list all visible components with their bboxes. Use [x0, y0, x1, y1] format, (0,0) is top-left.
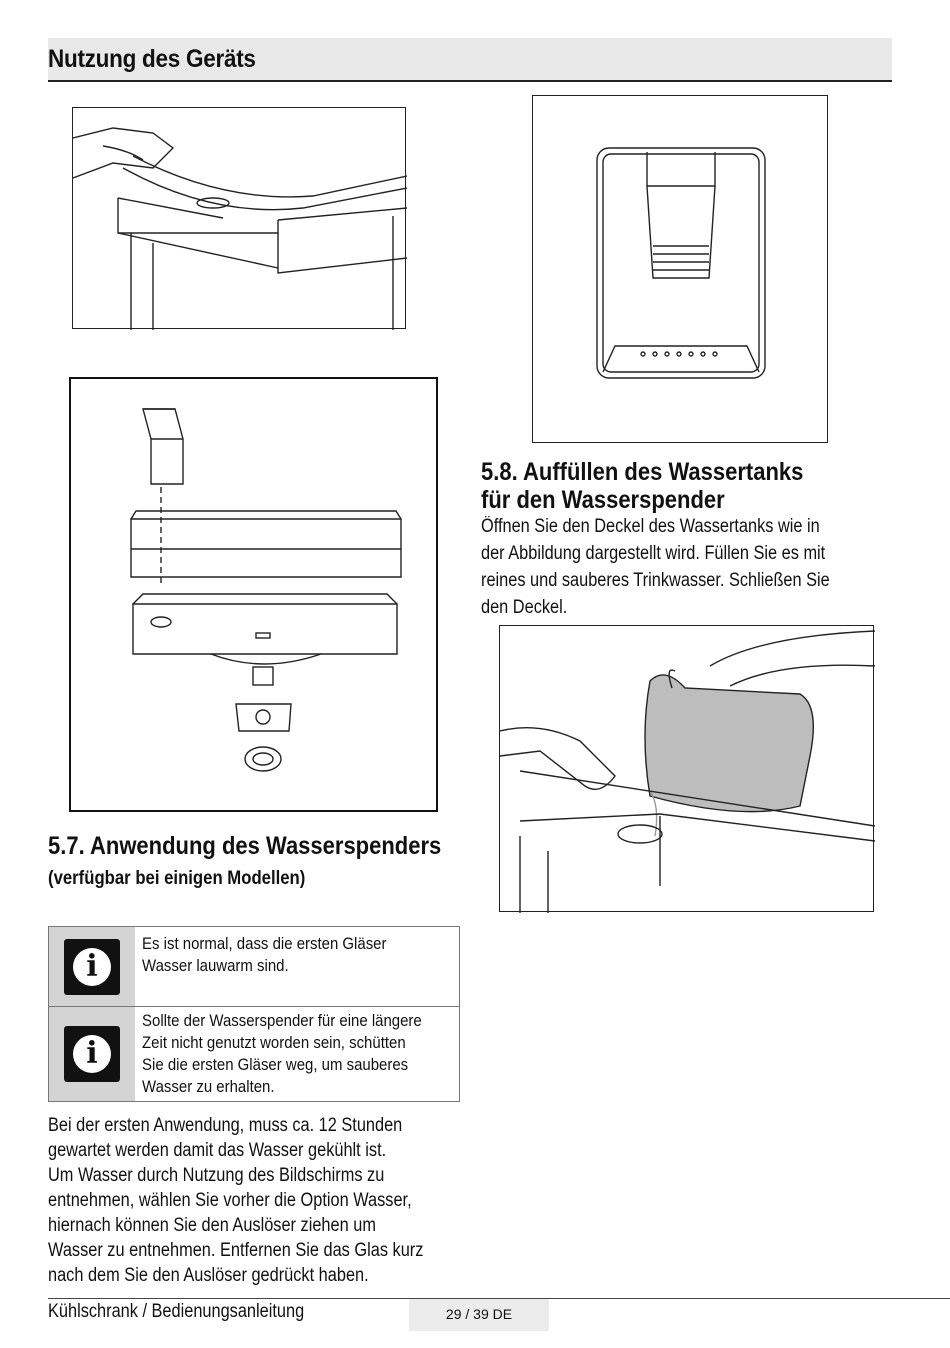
- body-line: reines und sauberes Trinkwasser. Schließen Sie: [481, 570, 830, 591]
- info-icon-cell: [49, 1007, 135, 1101]
- section-57-subtitle: (verfügbar bei einigen Modellen): [48, 868, 306, 889]
- section-58-body: [481, 514, 887, 620]
- info-note-text: [135, 927, 394, 1006]
- body-line: Öffnen Sie den Deckel des Wassertanks wie in: [481, 516, 820, 537]
- info-notes-table: [48, 926, 460, 1102]
- section-58-title-line2: für den Wasserspender: [481, 486, 725, 514]
- body-line: hiernach können Sie den Auslöser ziehen um: [48, 1215, 376, 1236]
- body-line: den Deckel.: [481, 597, 568, 618]
- info-note-line: Sie die ersten Gläser weg, um sauberes: [142, 1055, 409, 1074]
- body-line: Wasser zu entnehmen. Entfernen Sie das Glas kurz: [48, 1240, 424, 1261]
- info-note-line: Wasser lauwarm sind.: [142, 956, 289, 975]
- figure-exploded-view: [69, 377, 438, 812]
- body-line: entnehmen, wählen Sie vorher die Option Wasser,: [48, 1190, 412, 1211]
- info-note: [49, 927, 459, 1007]
- info-icon: i: [64, 939, 120, 995]
- info-note-line: Wasser zu erhalten.: [142, 1077, 275, 1096]
- info-icon: i: [64, 1026, 120, 1082]
- figure-dispenser-front: [532, 95, 828, 443]
- info-note-text: [135, 1007, 429, 1101]
- body-line: der Abbildung dargestellt wird. Füllen Sie es mit: [481, 543, 826, 564]
- body-line: nach dem Sie den Auslöser gedrückt haben.: [48, 1265, 369, 1286]
- figure-tank-lid-open: [72, 107, 406, 329]
- info-note-line: Sollte der Wasserspender für eine längere: [142, 1011, 422, 1030]
- info-note-line: Es ist normal, dass die ersten Gläser: [142, 934, 387, 953]
- body-line: Bei der ersten Anwendung, muss ca. 12 Stunden: [48, 1115, 403, 1136]
- info-icon-cell: [49, 927, 135, 1006]
- section-57-title: 5.7. Anwendung des Wasserspenders: [48, 832, 442, 860]
- figure-filling-water: [499, 625, 874, 912]
- page-title: Nutzung des Geräts: [48, 45, 256, 73]
- info-note-line: Zeit nicht genutzt worden sein, schütten: [142, 1033, 406, 1052]
- section-57-body: [48, 1113, 485, 1288]
- info-note: [49, 1007, 459, 1101]
- section-58-title-line1: 5.8. Auffüllen des Wassertanks: [481, 458, 804, 486]
- body-line: gewartet werden damit das Wasser gekühlt ist.: [48, 1140, 387, 1161]
- body-line: Um Wasser durch Nutzung des Bildschirms zu: [48, 1165, 385, 1186]
- page-number: 29 / 39 DE: [409, 1299, 549, 1331]
- footer-document-title: Kühlschrank / Bedienungsanleitung: [48, 1301, 305, 1322]
